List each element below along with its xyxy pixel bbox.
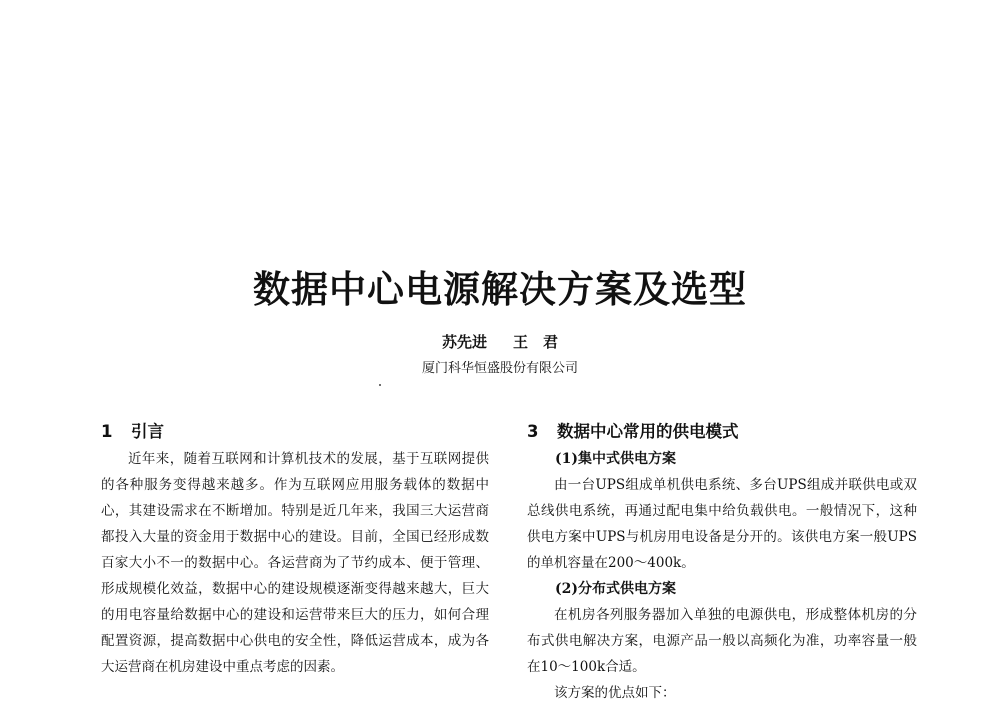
affiliation: 厦门科华恒盛股份有限公司 <box>421 361 578 376</box>
left-column <box>101 418 489 680</box>
right-column <box>527 418 917 706</box>
body-paragraph: 在机房各列服务器加入单独的电源供电，形成整体机房的分布式供电解决方案，电源产品一般以高频化为准，功率容量一般在10～100k合适。 <box>527 607 917 675</box>
body-paragraph: 由一台UPS组成单机供电系统、多台UPS组成并联供电或双总线供电系统，再通过配电集中给负载供电。一般情况下，这种供电方案中UPS与机房用电设备是分开的。该供电方案一般UPS的单机容量在200～400k。 <box>527 477 917 571</box>
author-name: 王 君 <box>513 333 559 351</box>
speck-mark <box>379 384 381 386</box>
section-title: 数据中心常用的供电模式 <box>557 422 739 441</box>
body-paragraph: 近年来，随着互联网和计算机技术的发展，基于互联网提供的各种服务变得越来越多。作为互联网应用服务载体的数据中心，其建设需求在不断增加。特别是近几年来，我国三大运营商都投入大量的资金用于数据中心的建设。目前，全国已经形成数百家大小不一的数据中心。各运营商为了节约成本、便于管理、形成规模化效益，数据中心的建设规模逐渐变得越来越大，巨大的用电容量给数据中心的建设和运营带来巨大的压力，如何合理配置资源，提高数据中心供电的安全性，降低运营成本，成为各大运营商在机房建设中重点考虑的因素。 <box>101 451 489 675</box>
body-paragraph: 该方案的优点如下： <box>554 685 676 701</box>
subsection-heading-centralized: (1)集中式供电方案 <box>555 451 676 467</box>
section-heading-power-modes <box>527 418 917 446</box>
section-title: 引言 <box>131 422 164 441</box>
paper-title: 数据中心电源解决方案及选型 <box>253 268 747 311</box>
author-name: 苏先进 <box>441 333 487 351</box>
subsection-heading-distributed: (2)分布式供电方案 <box>555 581 676 597</box>
author-list <box>0 332 1000 352</box>
section-number: 3 <box>527 422 539 441</box>
section-number: 1 <box>101 422 113 441</box>
section-heading-introduction <box>101 418 489 446</box>
